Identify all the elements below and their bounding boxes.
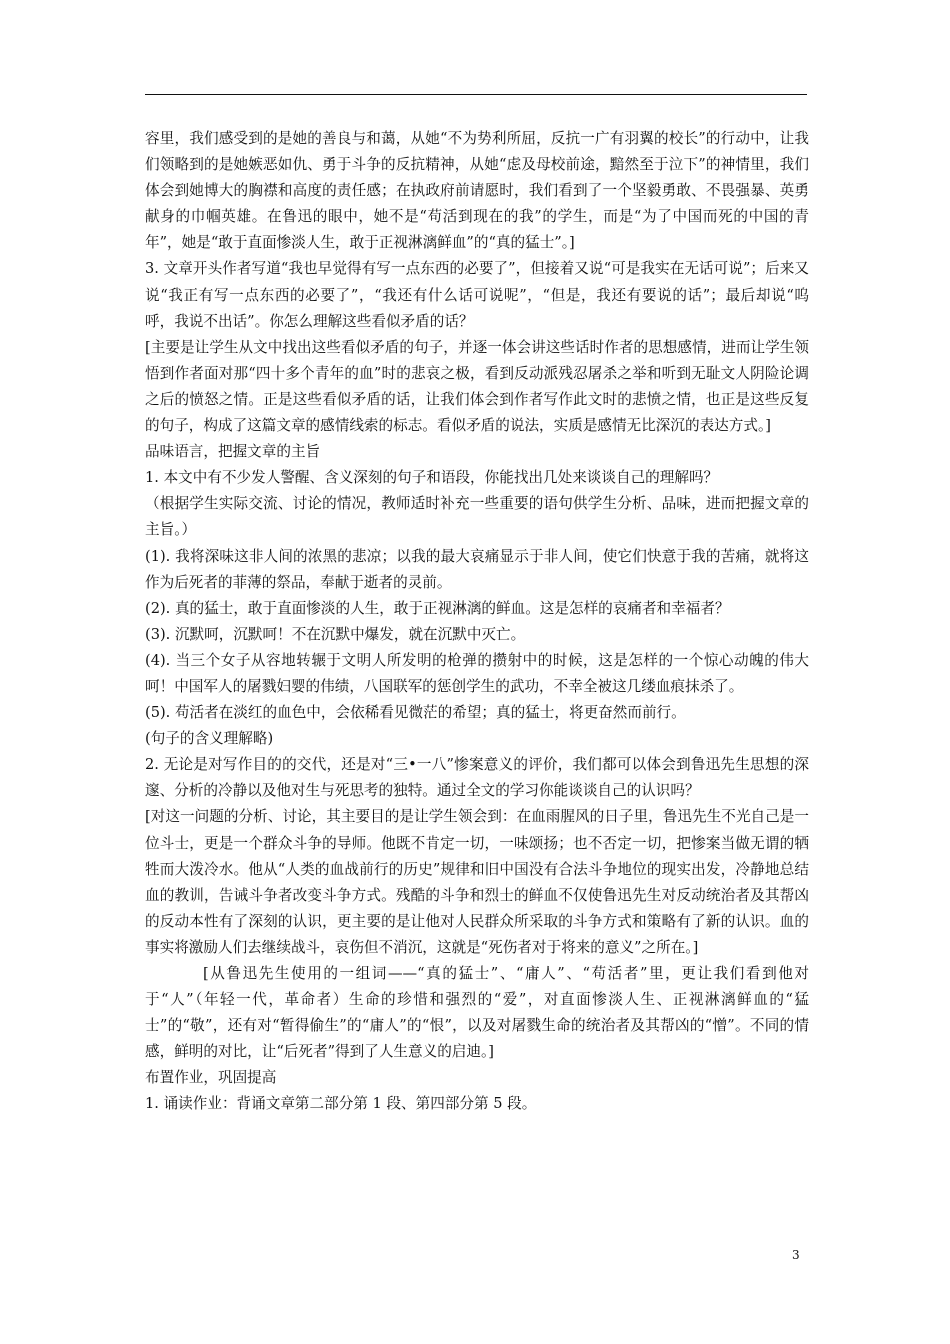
- answer-2-extension: [从鲁迅先生使用的一组词——“真的猛士”、“庸人”、“苟活者”里，更让我们看到他对于“人”（年轻一代，革命者）生命的珍惜和强烈的“爱”，对直面惨淡人生、正视淋漓鲜血的“猛士”的“敬”，还有对“暂得偷生”的“庸人”的“恨”，以及对屠戮生命的统治者及其帮凶的“憎”。不同的情感，鲜明的对比，让“后死者”得到了人生意义的启迪。]: [145, 965, 809, 1061]
- answer-2: [对这一问题的分析、讨论，其主要目的是让学生领会到：在血雨腥风的日子里，鲁迅先生不光自己是一位斗士，更是一个群众斗争的导师。他既不肯定一切，一味颂扬；也不否定一切，把惨案当做无谓的牺牲而大泼冷水。他从“人类的血战前行的历史”规律和旧中国没有合法斗争地位的现实出发，冷静地总结血的教训，告诫斗争者改变斗争方式。残酷的斗争和烈士的鲜血不仅使鲁迅先生对反动统治者及其帮凶的反动本性有了深刻的认识，更主要的是让他对人民群众所采取的斗争方式和策略有了新的认识。血的事实将激励人们去继续战斗，哀伤但不消沉，这就是“死伤者对于将来的意义”之所在。]: [145, 808, 809, 956]
- quote-2: (2). 真的猛士，敢于直面惨淡的人生，敢于正视淋漓的鲜血。这是怎样的哀痛者和幸福者？: [145, 599, 730, 617]
- question-3: 3. 文章开头作者写道“我也早觉得有写一点东西的必要了”，但接着又说“可是我实在无话可说”；后来又说“我正有写一点东西的必要了”，“我还有什么话可说呢”，“但是，我还有要说的话”；最后却说“呜呼，我说不出话”。你怎么理解这些看似矛盾的话？: [145, 260, 809, 330]
- quote-4: (4). 当三个女子从容地转辗于文明人所发明的枪弹的攒射中的时候，这是怎样的一个惊心动魄的伟大呵！中国军人的屠戮妇婴的伟绩，八国联军的惩创学生的武功，不幸全被这几缕血痕抹杀了。: [145, 651, 809, 695]
- quote-5: (5). 苟活者在淡红的血色中，会依稀看见微茫的希望；真的猛士，将更奋然而前行。: [145, 704, 686, 722]
- document-body: [145, 126, 809, 1118]
- note-omitted: (句子的含义理解略): [145, 730, 274, 748]
- question-2: 2. 无论是对写作目的的交代，还是对“三•一八”惨案意义的评价，我们都可以体会到鲁迅先生思想的深邃、分析的冷静以及他对生与死思考的独特。通过全文的学习你能谈谈自己的认识吗？: [145, 756, 809, 800]
- header-rule: [145, 94, 807, 95]
- answer-3: [主要是让学生从文中找出这些看似矛盾的句子，并逐一体会讲这些话时作者的思想感情，进而让学生领悟到作者面对那“四十多个青年的血”时的悲哀之极，看到反动派残忍屠杀之举和听到无耻文人阴险论调之后的愤怒之情。正是这些看似矛盾的话，让我们体会到作者写作此文时的悲愤之情，也正是这些反复的句子，构成了这篇文章的感情线索的标志。看似矛盾的说法，实质是感情无比深沉的表达方式。]: [145, 338, 809, 435]
- page-number: 3: [792, 1248, 800, 1262]
- teacher-note: （根据学生实际交流、讨论的情况，教师适时补充一些重要的语句供学生分析、品味，进而把握文章的主旨。）: [145, 495, 809, 539]
- section-heading-homework: 布置作业，巩固提高: [145, 1069, 277, 1087]
- question-1: 1. 本文中有不少发人警醒、含义深刻的句子和语段，你能找出几处来谈谈自己的理解吗？: [145, 469, 719, 487]
- section-heading: 品味语言，把握文章的主旨: [145, 443, 321, 461]
- quote-3: (3). 沉默呵，沉默呵！不在沉默中爆发，就在沉默中灭亡。: [145, 625, 526, 643]
- paragraph: 容里，我们感受到的是她的善良与和蔼，从她“不为势利所屈，反抗一广有羽翼的校长”的行动中，让我们领略到的是她嫉恶如仇、勇于斗争的反抗精神，从她“虑及母校前途，黯然至于泣下”的神情里，我们体会到她博大的胸襟和高度的责任感；在执政府前请愿时，我们看到了一个坚毅勇敢、不畏强暴、英勇献身的巾帼英雄。在鲁迅的眼中，她不是“苟活到现在的我”的学生，而是“为了中国而死的中国的青年”，她是“敢于直面惨淡人生，敢于正视淋漓鲜血”的“真的猛士”。]: [145, 130, 809, 252]
- homework-item-1: 1. 诵读作业：背诵文章第二部分第 1 段、第四部分第 5 段。: [145, 1095, 537, 1113]
- quote-1: (1). 我将深味这非人间的浓黑的悲凉；以我的最大哀痛显示于非人间，使它们快意于我的苦痛，就将这作为后死者的菲薄的祭品，奉献于逝者的灵前。: [145, 547, 809, 591]
